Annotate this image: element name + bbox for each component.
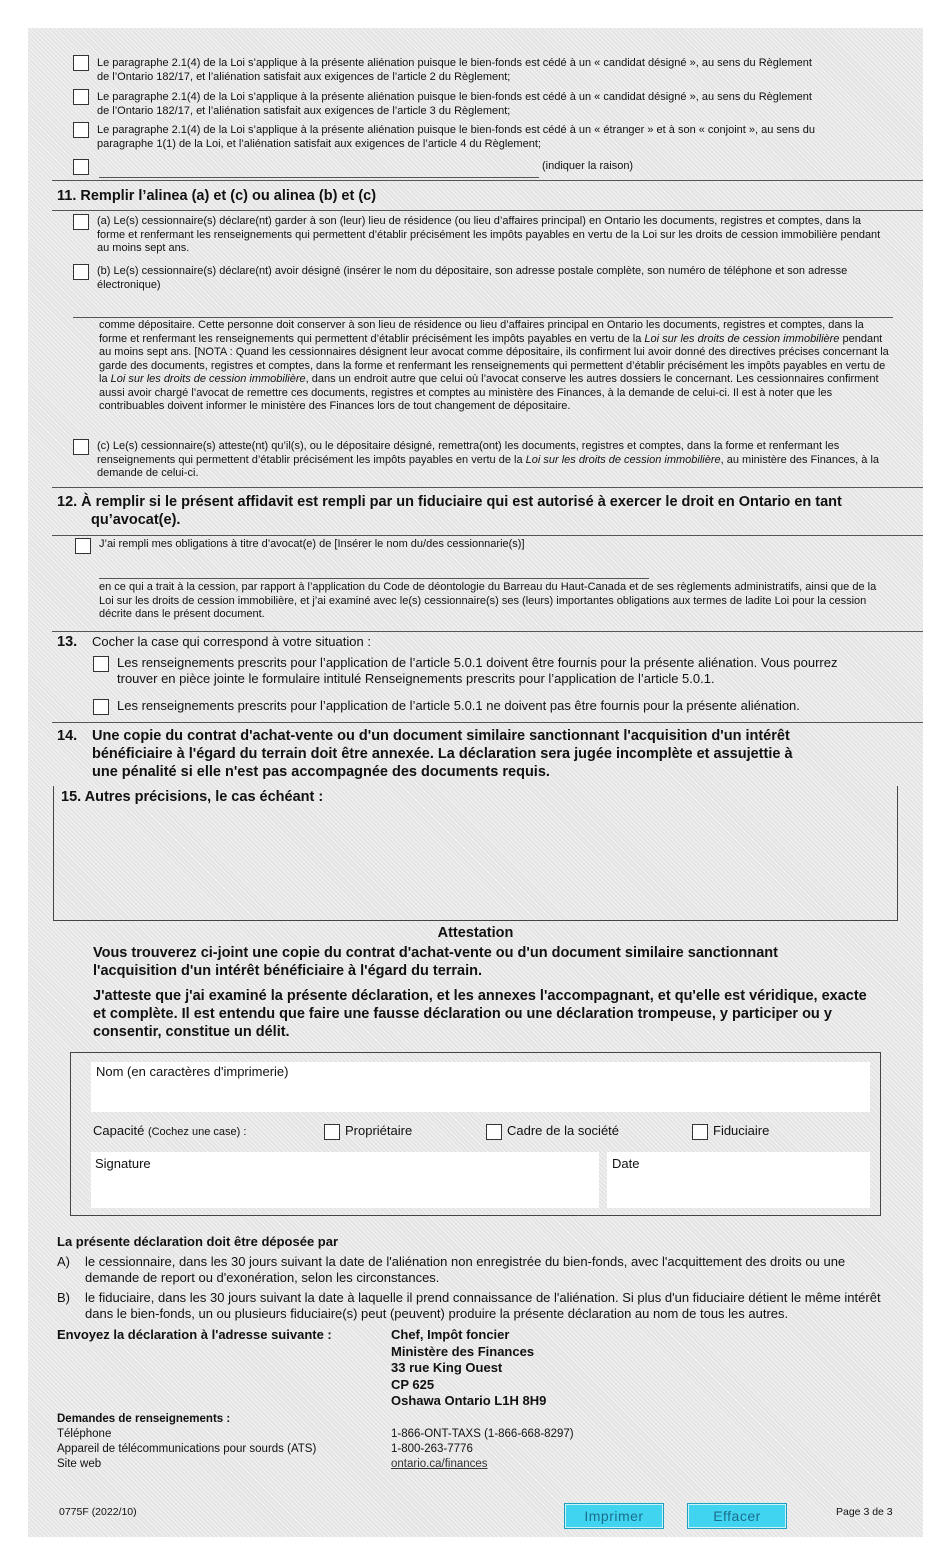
date-label: Date: [612, 1156, 640, 1171]
s11-title: 11. Remplir l’alinea (a) et (c) ou alinea (b) et (c): [57, 188, 377, 204]
address-line: Ministère des Finances: [391, 1343, 535, 1359]
s11-a-text: (a) Le(s) cessionnaire(s) déclare(nt) garder à son (leur) lieu de résidence (ou lieu d’affaires principal) en Ontario les documents, registres et comptes, dans la forme et renfermant les renseignements qui permettent d’établir précisément les impôts payables en vertu de la Loi sur les droits de cession immobilière pendant au moins sept ans.: [97, 215, 881, 254]
name-label: Nom (en caractères d'imprimerie): [96, 1064, 289, 1079]
s11-b-law-2: Loi sur les droits de cession immobilière: [110, 373, 306, 385]
s10-other-hint: (indiquer la raison): [542, 160, 634, 172]
filing-b-label: B): [57, 1290, 70, 1305]
s11-b-cont-3: , dans un endroit autre que celui où l’avocat conserve les autres dossiers le concernant. Les cessionnaires confirment aussi avoir chargé l’avocat de remettre ces documents, registres et comptes au ministère des Finances, à la demande de celui-ci. Il est à noter que les contribuables doivent informer le ministère des Finances lors de tout changement de dépositaire.: [99, 373, 879, 412]
s11-c-2: , au ministère des Finances, à la demande de celui-ci.: [97, 453, 880, 479]
date-field[interactable]: [607, 1152, 870, 1208]
s12-line1: J’ai rempli mes obligations à titre d’avocat(e) de [Insérer le nom du/des cessionnarie(s)]: [99, 538, 525, 550]
attestation-p1: Vous trouverez ci-joint une copie du contrat d'achat-vente ou d'un document similaire sanctionnant l'acquisition d'un intérêt bénéficiaire à l'égard du terrain.: [93, 945, 778, 979]
s10-checkbox-1[interactable]: [73, 55, 89, 71]
s11-b-text: (b) Le(s) cessionnaire(s) déclare(nt) avoir désigné (insérer le nom du dépositaire, son adresse postale complète, son numéro de téléphone et son adresse électronique): [97, 265, 848, 291]
form-page: [28, 28, 923, 1537]
s13-title: Cocher la case qui correspond à votre situation :: [92, 634, 371, 649]
s11-b-cont-1: comme dépositaire. Cette personne doit conserver à son lieu de résidence ou lieu d’affaires principal en Ontario les documents, registres et comptes, dans la forme et renfermant les renseignements qui permettent d’établir précisément les impôts payables en vertu de la: [99, 319, 864, 345]
s11-checkbox-b[interactable]: [73, 264, 89, 280]
s12-transferee-line[interactable]: [99, 578, 649, 579]
address-label: Envoyez la déclaration à l'adresse suivante :: [57, 1327, 332, 1342]
address-block: [391, 1327, 546, 1410]
divider: [52, 487, 923, 488]
attestation-title: Attestation: [437, 925, 514, 941]
capacity-owner-label: Propriétaire: [345, 1123, 413, 1138]
divider: [52, 210, 923, 211]
s13-opt2: Les renseignements prescrits pour l’application de l’article 5.0.1 ne doivent pas être fournis pour la présente aliénation.: [117, 698, 800, 713]
inquiries-values: [391, 1427, 574, 1472]
s11-b-continuation: [99, 319, 889, 414]
inquiries-title: Demandes de renseignements :: [57, 1413, 231, 1425]
s11-c-1: (c) Le(s) cessionnaire(s) atteste(nt) qu’il(s), ou le dépositaire désigné, remettra(ont) les documents, registres et comptes, dans la forme et renfermant les renseignements qui permettent d’établir précisément les impôts payables en vertu de la: [97, 440, 840, 466]
s12-title: 12. À remplir si le présent affidavit est rempli par un fiduciaire qui est autorisé à exercer le droit en Ontario en tant qu’avocat(e).: [57, 494, 842, 528]
inquiry-tty-value: 1-800-263-7776: [391, 1443, 473, 1455]
capacity-trustee-checkbox[interactable]: [692, 1124, 708, 1140]
filing-a-text: le cessionnaire, dans les 30 jours suivant la date de l'aliénation non enregistrée du bien-fonds, avec l'acquittement des droits ou une demande de report ou d'exonération, selon les circonstances.: [85, 1254, 846, 1285]
s13-checkbox-2[interactable]: [93, 699, 109, 715]
s10-checkbox-3[interactable]: [73, 122, 89, 138]
capacity-officer-checkbox[interactable]: [486, 1124, 502, 1140]
address-line: Oshawa Ontario L1H 8H9: [391, 1393, 547, 1409]
filing-a-label: A): [57, 1254, 70, 1269]
capacity-officer-label: Cadre de la société: [507, 1123, 620, 1138]
s10-item-3: Le paragraphe 2.1(4) de la Loi s’applique à la présente aliénation puisque le bien-fonds est cédé à un « étranger » et à son « conjoint », au sens du paragraphe 1(1) de la Loi, et l’aliénation satisfait aux exigences de l’article 4 du Règlement;: [97, 124, 815, 150]
page-number: Page 3 de 3: [836, 1506, 893, 1518]
print-button[interactable]: Imprimer: [564, 1503, 664, 1529]
form-id: 0775F (2022/10): [59, 1506, 137, 1518]
inquiry-web-label: Site web: [57, 1458, 102, 1470]
s15-box[interactable]: [53, 786, 898, 921]
s14-num: 14.: [57, 728, 78, 744]
signature-field[interactable]: [91, 1152, 599, 1208]
s15-title: 15. Autres précisions, le cas échéant :: [61, 789, 324, 805]
capacity-hint: (Cochez une case) :: [147, 1126, 247, 1138]
divider: [52, 631, 923, 632]
divider: [52, 722, 923, 723]
divider: [52, 535, 923, 536]
s13-num: 13.: [57, 634, 78, 650]
s10-other-line[interactable]: [99, 177, 539, 178]
inquiry-phone-value: 1-866-ONT-TAXS (1-866-668-8297): [391, 1428, 574, 1440]
s11-c-law: Loi sur les droits de cession immobilière: [525, 453, 721, 466]
s12-text: en ce qui a trait à la cession, par rapport à l’application du Code de déontologie du Barreau du Haut-Canada et de ses règlements administratifs, ainsi que de la Loi sur les droits de cession immobilière, et j’ai examiné avec le(s) cessionnaire(s) ses (leurs) importantes obligations aux termes de ladite Loi pour la cession décrite dans le présent document.: [99, 581, 877, 620]
s10-checkbox-2[interactable]: [73, 89, 89, 105]
attestation-p2: J'atteste que j'ai examiné la présente déclaration, et les annexes l'accompagnant, et qu'elle est véridique, exacte et complète. Il est entendu que faire une fausse déclaration ou une déclaration trompeuse, y participer ou y consentir, constitue un délit.: [93, 988, 867, 1040]
inquiry-phone-label: Téléphone: [57, 1428, 112, 1440]
s11-b-law-1: Loi sur les droits de cession immobilière: [644, 332, 840, 345]
filing-b-text: le fiduciaire, dans les 30 jours suivant la date à laquelle il prend connaissance de l'aliénation. Si plus d'un fiduciaire détient le même intérêt dans le bien-fonds, un ou plusieurs fiduciaire(s) peut (peuvent) produire la présente déclaration au nom de tous les autres.: [85, 1290, 881, 1321]
divider: [52, 180, 923, 181]
filing-title: La présente déclaration doit être déposée par: [57, 1234, 339, 1249]
s11-b-cont-2: pendant au moins sept ans. [NOTA : Quand les cessionnaires désignent leur avocat comme dépositaire, ils confirment lui avoir donné des directives précises concernant la garde des documents, registres et comptes, dans la forme et renfermant les renseignements qui permettent d’établir précisément les impôts payables en vertu de la: [99, 332, 889, 385]
s13-checkbox-1[interactable]: [93, 656, 109, 672]
inquiry-tty-label: Appareil de télécommunications pour sourds (ATS): [57, 1443, 317, 1455]
capacity-label: [93, 1123, 246, 1140]
s10-checkbox-other[interactable]: [73, 159, 89, 175]
capacity-text: Capacité: [93, 1123, 145, 1138]
s11-c-text: [97, 440, 897, 481]
address-line: Chef, Impôt foncier: [391, 1327, 510, 1342]
s12-checkbox[interactable]: [75, 538, 91, 554]
address-line: 33 rue King Ouest: [391, 1360, 503, 1376]
inquiries-labels: [57, 1427, 316, 1472]
signature-label: Signature: [95, 1156, 151, 1171]
address-line: CP 625: [391, 1376, 435, 1392]
capacity-trustee-label: Fiduciaire: [713, 1123, 770, 1138]
s11-depositary-line[interactable]: [73, 317, 893, 318]
s14-text: Une copie du contrat d'achat-vente ou d'un document similaire sanctionnant l'acquisition d'un intérêt bénéficiaire à l'égard du terrain doit être annexée. La déclaration sera jugée incomplète et assujettie à une pénalité si elle n'est pas accompagnée des documents requis.: [92, 728, 793, 780]
website-link[interactable]: ontario.ca/finances: [391, 1458, 488, 1470]
s10-item-2: Le paragraphe 2.1(4) de la Loi s’applique à la présente aliénation puisque le bien-fonds est cédé à un « candidat désigné », au sens du Règlement de l’Ontario 182/17, et l’aliénation satisfait aux exigences de l’article 3 du Règlement;: [97, 91, 812, 117]
capacity-owner-checkbox[interactable]: [324, 1124, 340, 1140]
s10-item-1: Le paragraphe 2.1(4) de la Loi s’applique à la présente aliénation puisque le bien-fonds est cédé à un « candidat désigné », au sens du Règlement de l’Ontario 182/17, et l’aliénation satisfait aux exigences de l’article 2 du Règlement;: [97, 57, 812, 83]
s11-checkbox-c[interactable]: [73, 439, 89, 455]
s13-opt1: Les renseignements prescrits pour l’application de l’article 5.0.1 doivent être fournis pour la présente aliénation. Vous pourrez trouver en pièce jointe le formulaire intitulé Renseignements prescrits pour l’application de l’article 5.0.1.: [117, 655, 838, 686]
s11-checkbox-a[interactable]: [73, 214, 89, 230]
clear-button[interactable]: Effacer: [687, 1503, 787, 1529]
